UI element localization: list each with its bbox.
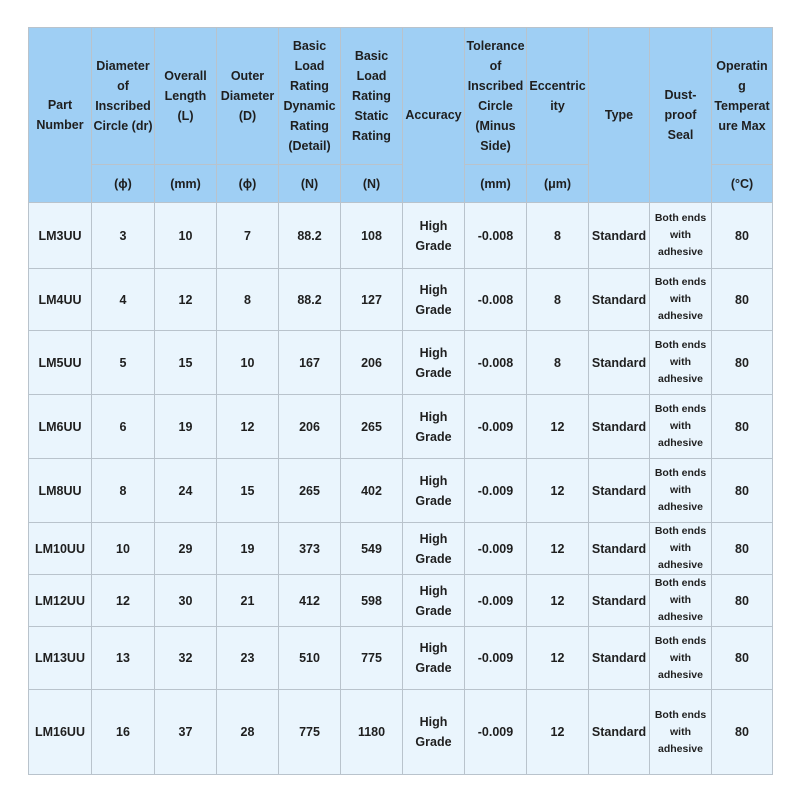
cell-static-rating: 265 — [341, 395, 403, 459]
cell-overall-length: 37 — [155, 690, 217, 775]
header-dust-seal: Dust-proof Seal — [650, 28, 712, 203]
cell-part-number: LM3UU — [29, 203, 92, 269]
cell-dust-seal: Both ends with adhesive — [650, 395, 712, 459]
cell-part-number: LM10UU — [29, 523, 92, 575]
cell-operating-temp: 80 — [712, 203, 773, 269]
bushing-spec-table — [28, 27, 773, 775]
cell-eccentricity: 12 — [527, 575, 589, 627]
cell-accuracy: High Grade — [403, 269, 465, 331]
unit-outer-diameter: (ϕ) — [217, 165, 279, 203]
table-row — [29, 395, 773, 459]
cell-eccentricity: 12 — [527, 690, 589, 775]
unit-tolerance: (mm) — [465, 165, 527, 203]
cell-overall-length: 32 — [155, 627, 217, 690]
unit-eccentricity: (μm) — [527, 165, 589, 203]
cell-overall-length: 29 — [155, 523, 217, 575]
cell-part-number: LM13UU — [29, 627, 92, 690]
cell-eccentricity: 12 — [527, 459, 589, 523]
cell-dust-seal: Both ends with adhesive — [650, 269, 712, 331]
cell-tolerance: -0.008 — [465, 331, 527, 395]
cell-operating-temp: 80 — [712, 627, 773, 690]
cell-static-rating: 402 — [341, 459, 403, 523]
unit-static-rating: (N) — [341, 165, 403, 203]
table-row — [29, 331, 773, 395]
cell-overall-length: 19 — [155, 395, 217, 459]
unit-dynamic-rating: (N) — [279, 165, 341, 203]
cell-inscribed-diameter: 12 — [92, 575, 155, 627]
cell-outer-diameter: 21 — [217, 575, 279, 627]
cell-dynamic-rating: 775 — [279, 690, 341, 775]
cell-operating-temp: 80 — [712, 523, 773, 575]
cell-static-rating: 598 — [341, 575, 403, 627]
cell-tolerance: -0.009 — [465, 523, 527, 575]
cell-dynamic-rating: 412 — [279, 575, 341, 627]
cell-overall-length: 24 — [155, 459, 217, 523]
cell-overall-length: 15 — [155, 331, 217, 395]
cell-type: Standard — [589, 331, 650, 395]
cell-operating-temp: 80 — [712, 331, 773, 395]
header-type: Type — [589, 28, 650, 203]
cell-outer-diameter: 7 — [217, 203, 279, 269]
cell-static-rating: 775 — [341, 627, 403, 690]
cell-accuracy: High Grade — [403, 459, 465, 523]
header-outer-diameter: Outer Diameter (D) — [217, 28, 279, 165]
cell-dust-seal: Both ends with adhesive — [650, 575, 712, 627]
table-header — [29, 28, 773, 203]
cell-operating-temp: 80 — [712, 575, 773, 627]
cell-overall-length: 12 — [155, 269, 217, 331]
cell-tolerance: -0.008 — [465, 203, 527, 269]
cell-tolerance: -0.008 — [465, 269, 527, 331]
cell-static-rating: 108 — [341, 203, 403, 269]
cell-part-number: LM5UU — [29, 331, 92, 395]
cell-inscribed-diameter: 5 — [92, 331, 155, 395]
cell-operating-temp: 80 — [712, 459, 773, 523]
cell-dynamic-rating: 510 — [279, 627, 341, 690]
cell-inscribed-diameter: 10 — [92, 523, 155, 575]
cell-accuracy: High Grade — [403, 523, 465, 575]
unit-inscribed-diameter: (ϕ) — [92, 165, 155, 203]
cell-operating-temp: 80 — [712, 395, 773, 459]
cell-static-rating: 549 — [341, 523, 403, 575]
cell-dynamic-rating: 373 — [279, 523, 341, 575]
cell-static-rating: 206 — [341, 331, 403, 395]
table-row — [29, 203, 773, 269]
cell-inscribed-diameter: 6 — [92, 395, 155, 459]
cell-eccentricity: 8 — [527, 203, 589, 269]
cell-dynamic-rating: 88.2 — [279, 269, 341, 331]
cell-part-number: LM6UU — [29, 395, 92, 459]
cell-type: Standard — [589, 690, 650, 775]
cell-tolerance: -0.009 — [465, 459, 527, 523]
header-static-rating: Basic Load Rating Static Rating — [341, 28, 403, 165]
cell-inscribed-diameter: 13 — [92, 627, 155, 690]
cell-inscribed-diameter: 16 — [92, 690, 155, 775]
cell-overall-length: 30 — [155, 575, 217, 627]
cell-accuracy: High Grade — [403, 575, 465, 627]
cell-operating-temp: 80 — [712, 690, 773, 775]
cell-eccentricity: 12 — [527, 523, 589, 575]
cell-accuracy: High Grade — [403, 690, 465, 775]
cell-accuracy: High Grade — [403, 331, 465, 395]
cell-part-number: LM12UU — [29, 575, 92, 627]
table-row — [29, 523, 773, 575]
cell-part-number: LM4UU — [29, 269, 92, 331]
header-eccentricity: Eccentricity — [527, 28, 589, 165]
cell-type: Standard — [589, 523, 650, 575]
cell-dust-seal: Both ends with adhesive — [650, 690, 712, 775]
cell-dynamic-rating: 167 — [279, 331, 341, 395]
cell-eccentricity: 12 — [527, 627, 589, 690]
cell-tolerance: -0.009 — [465, 690, 527, 775]
cell-outer-diameter: 8 — [217, 269, 279, 331]
cell-accuracy: High Grade — [403, 395, 465, 459]
cell-inscribed-diameter: 8 — [92, 459, 155, 523]
cell-type: Standard — [589, 203, 650, 269]
header-tolerance: Tolerance of Inscribed Circle (Minus Side) — [465, 28, 527, 165]
cell-outer-diameter: 12 — [217, 395, 279, 459]
cell-outer-diameter: 10 — [217, 331, 279, 395]
cell-static-rating: 1180 — [341, 690, 403, 775]
header-part-number: Part Number — [29, 28, 92, 203]
cell-dust-seal: Both ends with adhesive — [650, 459, 712, 523]
cell-type: Standard — [589, 269, 650, 331]
cell-dust-seal: Both ends with adhesive — [650, 627, 712, 690]
cell-operating-temp: 80 — [712, 269, 773, 331]
cell-tolerance: -0.009 — [465, 395, 527, 459]
cell-dust-seal: Both ends with adhesive — [650, 331, 712, 395]
header-inscribed-diameter: Diameter of Inscribed Circle (dr) — [92, 28, 155, 165]
cell-dynamic-rating: 206 — [279, 395, 341, 459]
table-row — [29, 690, 773, 775]
cell-accuracy: High Grade — [403, 627, 465, 690]
cell-outer-diameter: 19 — [217, 523, 279, 575]
cell-part-number: LM16UU — [29, 690, 92, 775]
table-row — [29, 575, 773, 627]
cell-type: Standard — [589, 575, 650, 627]
cell-tolerance: -0.009 — [465, 627, 527, 690]
cell-accuracy: High Grade — [403, 203, 465, 269]
cell-tolerance: -0.009 — [465, 575, 527, 627]
spec-table-container — [28, 27, 772, 775]
cell-outer-diameter: 15 — [217, 459, 279, 523]
cell-dust-seal: Both ends with adhesive — [650, 203, 712, 269]
table-row — [29, 269, 773, 331]
header-row-labels — [29, 28, 773, 165]
cell-inscribed-diameter: 3 — [92, 203, 155, 269]
cell-inscribed-diameter: 4 — [92, 269, 155, 331]
cell-outer-diameter: 28 — [217, 690, 279, 775]
header-operating-temp: Operating Temperature Max — [712, 28, 773, 165]
unit-operating-temp: (°C) — [712, 165, 773, 203]
table-row — [29, 459, 773, 523]
cell-type: Standard — [589, 395, 650, 459]
cell-eccentricity: 12 — [527, 395, 589, 459]
cell-dust-seal: Both ends with adhesive — [650, 523, 712, 575]
unit-overall-length: (mm) — [155, 165, 217, 203]
cell-part-number: LM8UU — [29, 459, 92, 523]
cell-static-rating: 127 — [341, 269, 403, 331]
table-row — [29, 627, 773, 690]
cell-eccentricity: 8 — [527, 269, 589, 331]
cell-type: Standard — [589, 459, 650, 523]
cell-eccentricity: 8 — [527, 331, 589, 395]
header-accuracy: Accuracy — [403, 28, 465, 203]
cell-type: Standard — [589, 627, 650, 690]
cell-outer-diameter: 23 — [217, 627, 279, 690]
header-overall-length: Overall Length (L) — [155, 28, 217, 165]
cell-dynamic-rating: 88.2 — [279, 203, 341, 269]
cell-overall-length: 10 — [155, 203, 217, 269]
table-body — [29, 203, 773, 775]
cell-dynamic-rating: 265 — [279, 459, 341, 523]
header-dynamic-rating: Basic Load Rating Dynamic Rating (Detail) — [279, 28, 341, 165]
